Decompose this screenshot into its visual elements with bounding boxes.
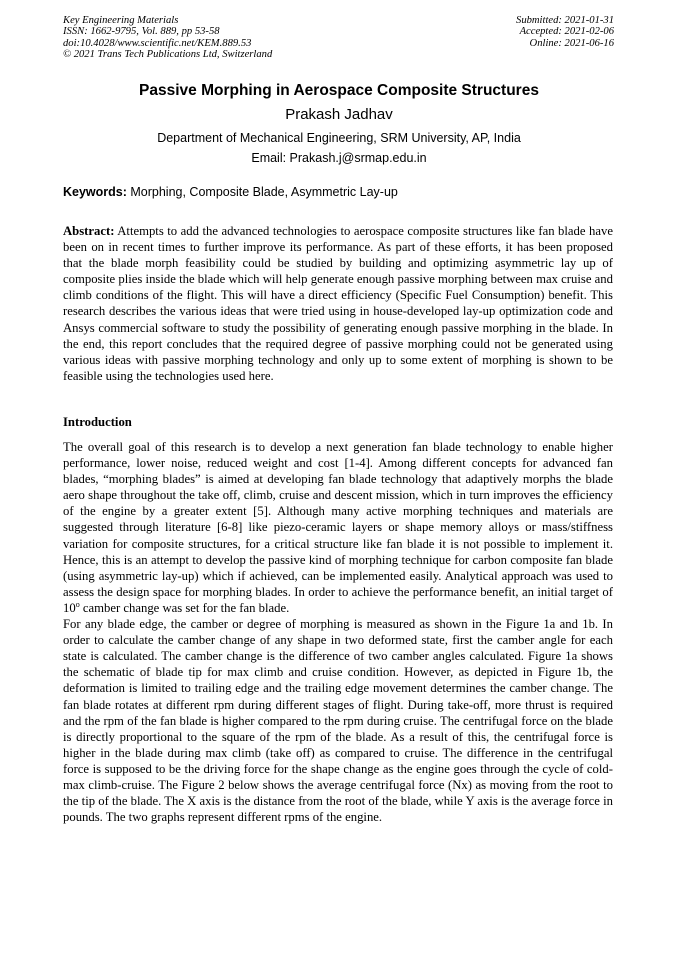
intro-paragraph-2: For any blade edge, the camber or degree of morphing is measured as shown in the Figure 1a and 1b. In order to calculate the camber change of any shape in two deformed state, first the camber angle for each state is calculated. The camber change is the difference of two camber angles calculated. Figure 1a shows the schematic of blade tip for max climb and cruise condition. However, as depicted in Figure 1b, the deformation is limited to trailing edge and the trailing edge movement determines the camber change. The fan blade rotates at different rpm during different stages of flight. During take-off, more thrust is required and the rpm of the fan blade is higher compared to the rpm during cruise. The centrifugal force on the blade is directly proportional to the square of the rpm of the blade. As a result of this, the centrifugal force is higher in the blade during max climb (take off) as compared to cruise. The difference in the centrifugal force is supposed to be the driving force for the shape change as the engine goes through the cycle of cold-max climb-cruise. The Figure 2 below shows the average centrifugal force (Nx) as moving from the root to the tip of the blade. The X axis is the distance from the root of the blade, while Y axis is the average force in pounds. The two graphs represent different rpms of the engine. <box>63 617 613 825</box>
intro-p1-end: camber change was set for the fan blade. <box>79 600 290 615</box>
affiliation: Department of Mechanical Engineering, SRM University, AP, India <box>157 131 521 145</box>
doi: doi:10.4028/www.scientific.net/KEM.889.53 <box>63 37 252 49</box>
abstract <box>63 223 613 384</box>
intro-paragraph-1 <box>63 439 613 616</box>
paper-title: Passive Morphing in Aerospace Composite Structures <box>139 82 539 99</box>
journal-info <box>63 15 272 60</box>
issn-info: ISSN: 1662-9795, Vol. 889, pp 53-58 <box>63 26 220 38</box>
intro-p1-text: The overall goal of this research is to develop a next generation fan blade technology to enable higher performance, lower noise, reduced weight and cost [1-4]. Among different concepts for advanced fan blades, “morphing blades” is aimed at developing fan blade technology that adaptively morphs the blade aero shape throughout the take off, climb, cruise and descent mission, which in turn improves the efficiency of the engine by a greater extent [5]. Although many active morphing techniques and materials are suggested through literature [6-8] like piezo-ceramic layers or shape memory alloys or mass/stiffness variation for composite structures, for a critical structure like fan blade it is not possible to implement it. Hence, this is an attempt to develop the passive kind of morphing technique for carbon composite fan blade (using asymmetric lay-up) which if achieved, can be implemented easily. Analytical approach was used to assess the design space for morphing blades. In order to achieve the performance benefit, an initial target of 10 <box>63 440 613 615</box>
degree-superscript: o <box>75 599 80 609</box>
dates-info <box>516 15 614 49</box>
journal-name: Key Engineering Materials <box>63 15 179 26</box>
section-heading-introduction: Introduction <box>63 415 132 429</box>
keywords <box>63 185 398 199</box>
introduction-body <box>63 439 613 825</box>
submitted-date: Submitted: 2021-01-31 <box>516 15 614 26</box>
abstract-label: Abstract: <box>63 224 115 238</box>
abstract-text: Attempts to add the advanced technologies to aerospace composite structures like fan blade have been on in recent times to further improve its performance. As part of these efforts, it has been proposed that the blade morph feasibility could be studied by building and optimizing asymmetric lay up of composite plies inside the blade which will help generate enough passive morphing between max cruise and climb conditions of the flight. This will have a direct efficiency (Specific Fuel Consumption) benefit. This research describes the various ideas that were tried using in house-developed lay-up optimization code and Ansys commercial software to study the possibility of generating enough passive morphing in the blade. In the end, this report concludes that the required degree of passive morphing could not be generated using various ideas with passive morphing technology and only up to some extent of morphing is shown to be feasible using the technologies used here. <box>63 224 613 383</box>
accepted-date: Accepted: 2021-02-06 <box>519 26 614 38</box>
author-name: Prakash Jadhav <box>285 106 393 123</box>
online-date: Online: 2021-06-16 <box>529 37 614 49</box>
keywords-text: Morphing, Composite Blade, Asymmetric Lay-up <box>126 185 398 199</box>
copyright: © 2021 Trans Tech Publications Ltd, Switzerland <box>63 48 273 60</box>
author-email: Email: Prakash.j@srmap.edu.in <box>251 151 427 165</box>
keywords-label: Keywords: <box>63 185 127 199</box>
